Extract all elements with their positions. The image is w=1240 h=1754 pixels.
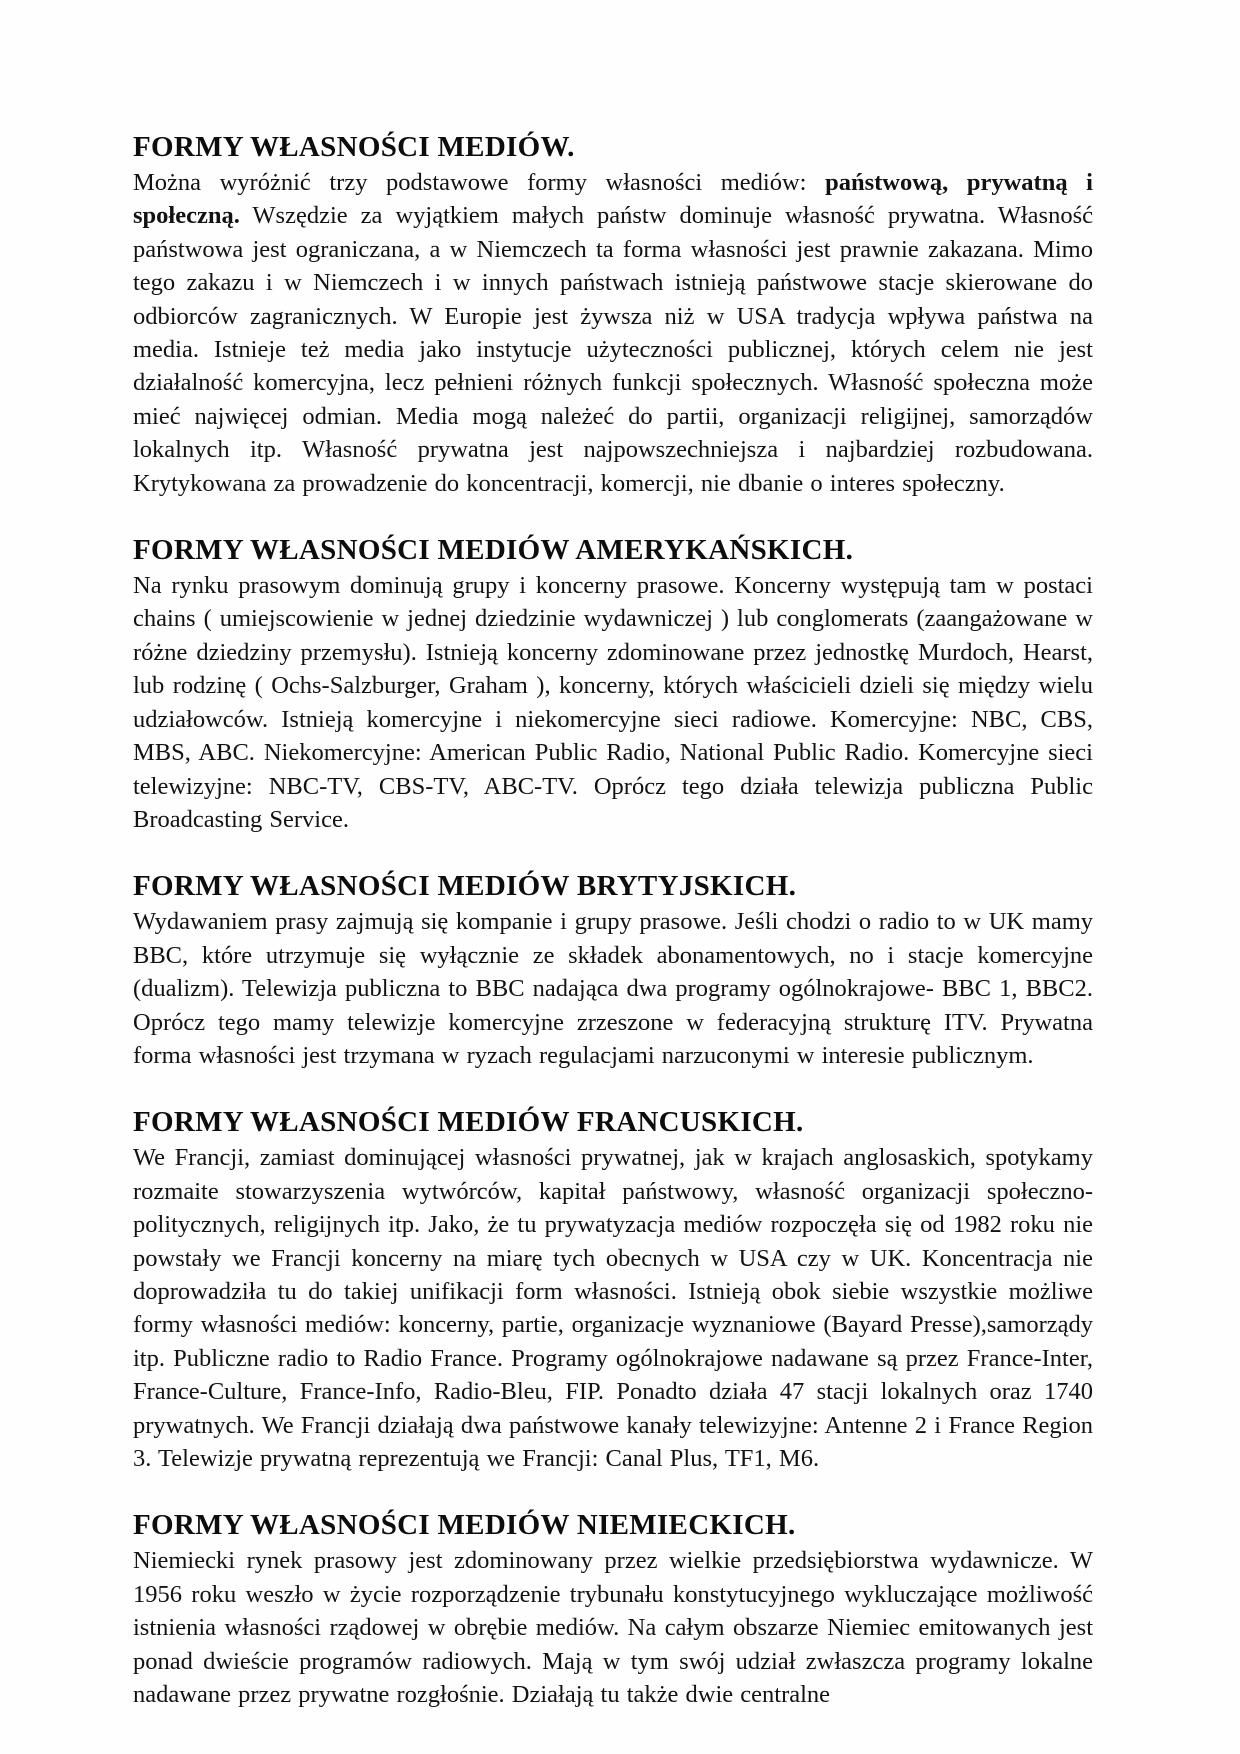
section-heading: FORMY WŁASNOŚCI MEDIÓW AMERYKAŃSKICH.: [133, 534, 854, 567]
section-paragraph: Wydawaniem prasy zajmują się kompanie i grupy prasowe. Jeśli chodzi o radio to w UK mamy BBC, które utrzymuje się wyłącznie ze składek abonamentowych, no i stacje komercyjne (dualizm). Telewizja publiczna to BBC nadająca dwa programy ogólnokrajowe- BBC 1, BBC2. Oprócz tego mamy telewizje komercyjne zrzeszone w federacyjną strukturę ITV. Prywatna forma własności jest trzymana w ryzach regulacjami narzuconymi w interesie publicznym.: [133, 908, 1093, 1069]
section-paragraph: Na rynku prasowym dominują grupy i koncerny prasowe. Koncerny występują tam w postaci chains ( umiejscowienie w jednej dziedzinie wydawniczej ) lub conglomerats (zaangażowane w różne dziedziny przemysłu). Istnieją koncerny zdominowane przez jednostkę Murdoch, Hearst, lub rodzinę ( Ochs-Salzburger, Graham ), koncerny, których właścicieli dzieli się między wielu udziałowców. Istnieją komercyjne i niekomercyjne sieci radiowe. Komercyjne: NBC, CBS, MBS, ABC. Niekomercyjne: American Public Radio, National Public Radio. Komercyjne sieci telewizyjne: NBC-TV, CBS-TV, ABC-TV. Oprócz tego działa telewizja publiczna Public Broadcasting Service.: [133, 572, 1093, 833]
section-media-ownership-french: [133, 1103, 1093, 1475]
section-media-ownership-american: [133, 531, 1093, 836]
section-paragraph: [133, 166, 1093, 500]
section-media-ownership-british: [133, 867, 1093, 1072]
paragraph-bold-text: państwową, prywatną i społeczną.: [133, 169, 1093, 230]
section-heading: FORMY WŁASNOŚCI MEDIÓW BRYTYJSKICH.: [133, 870, 797, 903]
section-heading: FORMY WŁASNOŚCI MEDIÓW FRANCUSKICH.: [133, 1106, 804, 1139]
paragraph-text: Można wyróżnić trzy podstawowe formy własności mediów:: [133, 169, 826, 196]
section-media-ownership-general: [133, 128, 1093, 500]
section-heading: FORMY WŁASNOŚCI MEDIÓW.: [133, 131, 575, 163]
section-paragraph: Niemiecki rynek prasowy jest zdominowany przez wielkie przedsiębiorstwa wydawnicze. W 1956 roku weszło w życie rozporządzenie trybunału konstytucyjnego wykluczające możliwość istnienia własności rządowej w obrębie mediów. Na całym obszarze Niemiec emitowanych jest ponad dwieście programów radiowych. Mają w tym swój udział zwłaszcza programy lokalne nadawane przez prywatne rozgłośnie. Działają tu także dwie centralne: [133, 1547, 1093, 1709]
section-paragraph: We Francji, zamiast dominującej własności prywatnej, jak w krajach anglosaskich, spotykamy rozmaite stowarzyszenia wytwórców, kapitał państwowy, własność organizacji społeczno-politycznych, religijnych itp. Jako, że tu prywatyzacja mediów rozpoczęła się od 1982 roku nie powstały we Francji koncerny na miarę tych obecnych w USA czy w UK. Koncentracja nie doprowadziła tu do takiej unifikacji form własności. Istnieją obok siebie wszystkie możliwe formy własności mediów: koncerny, partie, organizacje wyznaniowe (Bayard Presse),samorządy itp. Publiczne radio to Radio France. Programy ogólnokrajowe nadawane są przez France-Inter, France-Culture, France-Info, Radio-Bleu, FIP. Ponadto działa 47 stacji lokalnych oraz 1740 prywatnych. We Francji działają dwa państwowe kanały telewizyjne: Antenne 2 i France Region 3. Telewizje prywatną reprezentują we Francji: Canal Plus, TF1, M6.: [133, 1144, 1093, 1472]
paragraph-text: Wszędzie za wyjątkiem małych państw dominuje własność prywatna. Własność państwowa jest ograniczana, a w Niemczech ta forma własności jest prawnie zakazana. Mimo tego zakazu i w Niemczech i w innych państwach istnieją państwowe stacje skierowane do odbiorców zagranicznych. W Europie jest żywsza niż w USA tradycja wpływa państwa na media. Istnieje też media jako instytucje użyteczności publicznej, których celem nie jest działalność komercyjna, lecz pełnieni różnych funkcji społecznych. Własność społeczna może mieć najwięcej odmian. Media mogą należeć do partii, organizacji religijnej, samorządów lokalnych itp. Własność prywatna jest najpowszechniejsza i najbardziej rozbudowana. Krytykowana za prowadzenie do koncentracji, komercji, nie dbanie o interes społeczny.: [133, 202, 1093, 497]
section-heading: FORMY WŁASNOŚCI MEDIÓW NIEMIECKICH.: [133, 1509, 796, 1542]
section-media-ownership-german: [133, 1506, 1093, 1711]
